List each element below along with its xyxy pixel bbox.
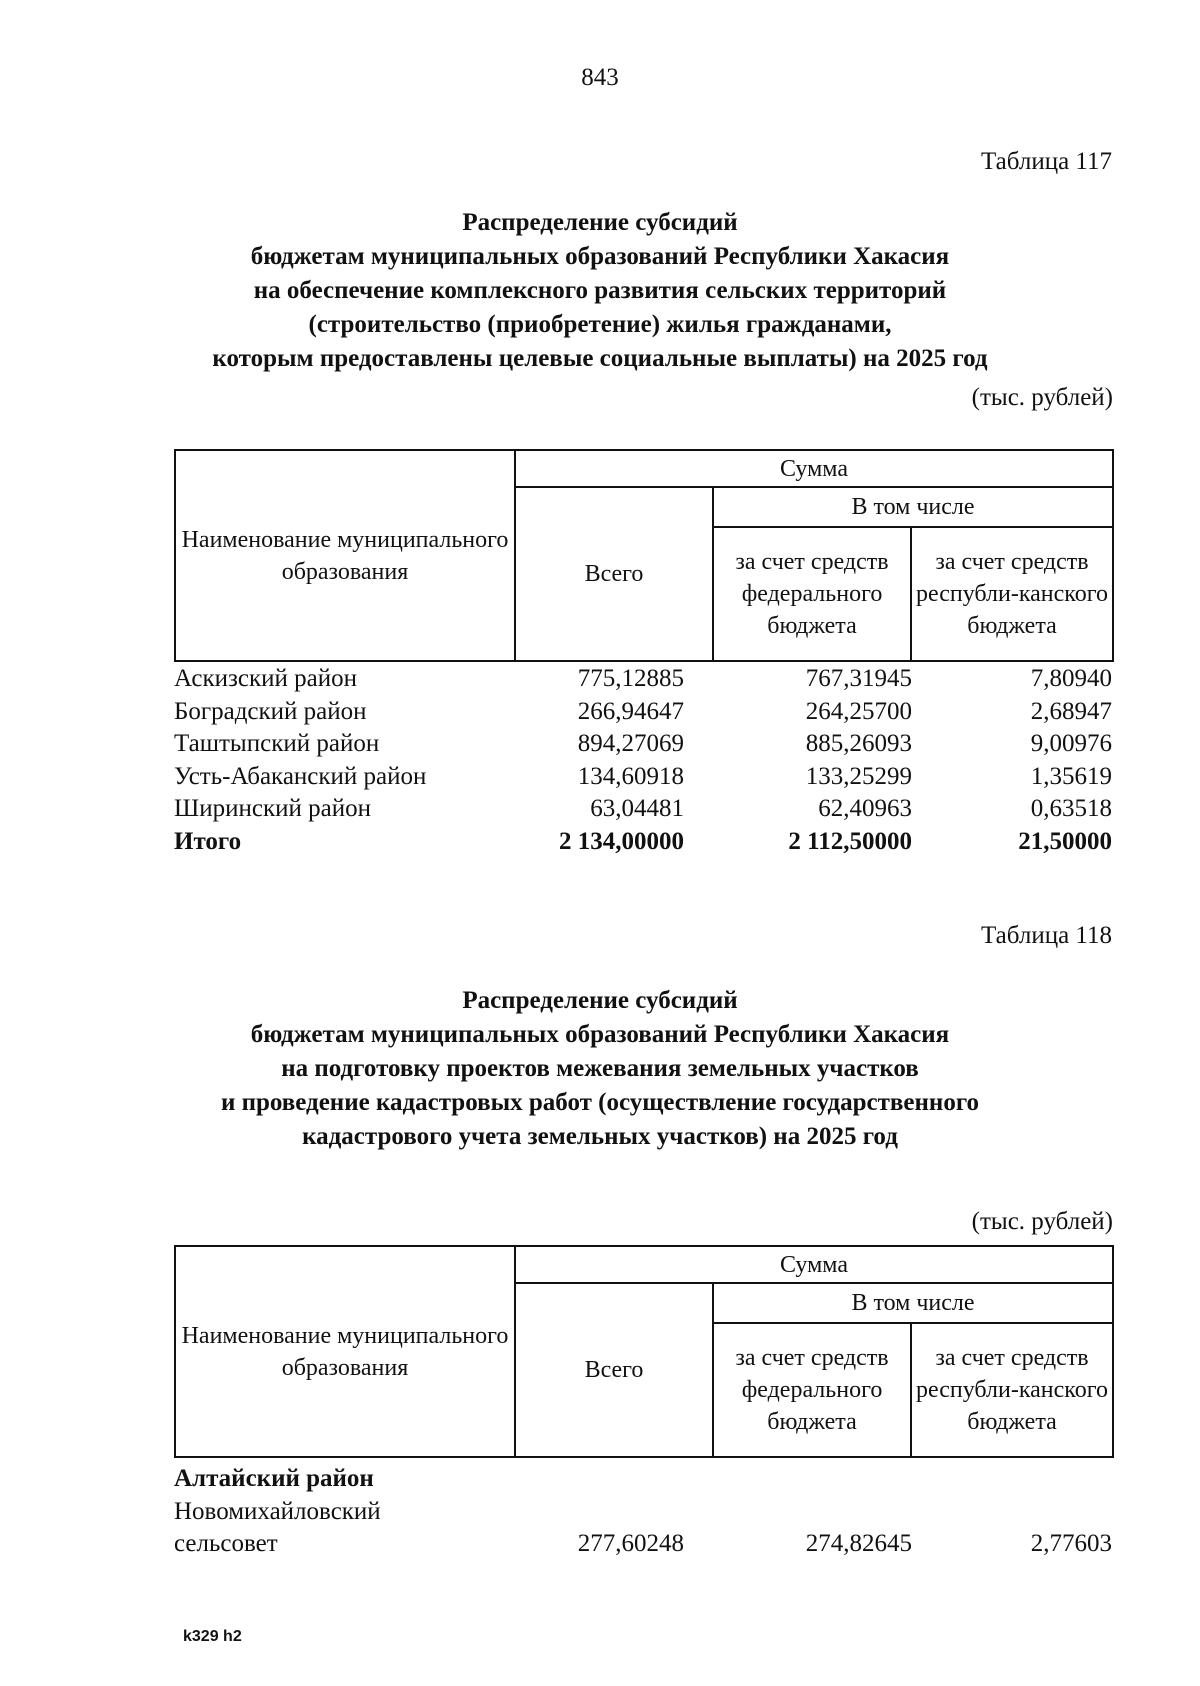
page-number: 843 [581, 64, 619, 91]
table-117-header [174, 449, 1114, 662]
table-118-header [174, 1245, 1114, 1458]
row-republic: 7,80940 [1030, 665, 1112, 692]
unit-label: (тыс. рублей) [971, 384, 1113, 411]
title-line: на подготовку проектов межевания земельных участков [281, 1055, 919, 1082]
table-117-label: Таблица 117 [981, 148, 1112, 175]
title-line: которым предоставлены целевые социальные выплаты) на 2025 год [212, 345, 988, 372]
row-total: 134,60918 [577, 762, 684, 790]
row-republic: 9,00976 [1030, 730, 1112, 758]
header-total: Всего [515, 487, 713, 661]
row-federal: 62,40963 [818, 795, 912, 823]
header-republic: за счет средств республи-канского бюджета [911, 527, 1113, 661]
table-row [174, 728, 1112, 761]
title-line: бюджетам муниципальных образований Республики Хакасия [250, 1021, 950, 1048]
row-federal: 885,26093 [805, 730, 912, 758]
header-sum: Сумма [515, 450, 1113, 487]
header-federal: за счет средств федерального бюджета [713, 527, 911, 661]
header-including: В том числе [713, 487, 1113, 527]
table-row [174, 696, 1112, 729]
title-line: кадастрового учета земельных участков) на 2025 год [302, 1123, 898, 1150]
totals-row [174, 826, 1112, 859]
row-total: 775,12885 [577, 665, 684, 692]
row-name: Усть-Абаканский район [174, 762, 427, 790]
header-name-column: Наименование муниципального образования [175, 1246, 515, 1457]
row-name: Таштыпский район [174, 730, 380, 758]
row-republic: 2,68947 [1030, 697, 1112, 725]
row-federal: 133,25299 [805, 762, 912, 790]
header-republic: за счет средств республи-канского бюджета [911, 1323, 1113, 1457]
title-line: (строительство (приобретение) жилья гражданами, [308, 311, 892, 338]
table-row [174, 1496, 1112, 1529]
row-federal: 767,31945 [805, 665, 912, 692]
table-118-label: Таблица 118 [981, 922, 1112, 949]
table-row [174, 793, 1112, 826]
row-name: Боградский район [174, 697, 367, 725]
table-row [174, 761, 1112, 794]
header-name-column: Наименование муниципального образования [175, 450, 515, 661]
group-name: Алтайский район [174, 1465, 374, 1492]
row-total: 894,27069 [577, 730, 684, 758]
table-117-title [150, 206, 1050, 376]
header-including: В том числе [713, 1283, 1113, 1323]
row-name: Аскизский район [174, 665, 358, 692]
title-line: бюджетам муниципальных образований Республики Хакасия [250, 243, 950, 270]
unit-label: (тыс. рублей) [971, 1208, 1113, 1235]
title-line: на обеспечение комплексного развития сельских территорий [253, 277, 947, 304]
table-117-body [174, 663, 1112, 859]
row-republic: 2,77603 [1030, 1530, 1112, 1558]
header-sum: Сумма [515, 1246, 1113, 1283]
row-republic: 1,35619 [1030, 762, 1112, 790]
group-row [174, 1463, 1112, 1496]
row-total: 277,60248 [577, 1530, 684, 1558]
row-republic: 0,63518 [1030, 795, 1112, 823]
title-line: Распределение субсидий [462, 209, 738, 236]
row-name: Ширинский район [174, 795, 371, 823]
table-118-title [150, 984, 1050, 1154]
row-federal: 264,25700 [805, 697, 912, 725]
footer-code: k329 h2 [183, 1628, 242, 1645]
title-line: и проведение кадастровых работ (осуществление государственного [220, 1089, 980, 1116]
totals-name: Итого [174, 827, 242, 855]
table-118-body [174, 1463, 1112, 1561]
row-federal: 274,82645 [805, 1530, 912, 1558]
row-name-line-1: Новомихайловский [174, 1497, 381, 1525]
totals-total: 2 134,00000 [559, 827, 684, 855]
table-row [174, 663, 1112, 696]
row-name-line-2: сельсовет [174, 1530, 278, 1558]
table-row [174, 1528, 1112, 1561]
row-total: 63,04481 [590, 795, 684, 823]
header-total: Всего [515, 1283, 713, 1457]
totals-republic: 21,50000 [1018, 827, 1112, 855]
totals-federal: 2 112,50000 [788, 827, 912, 855]
header-federal: за счет средств федерального бюджета [713, 1323, 911, 1457]
title-line: Распределение субсидий [462, 987, 738, 1014]
row-total: 266,94647 [577, 697, 684, 725]
